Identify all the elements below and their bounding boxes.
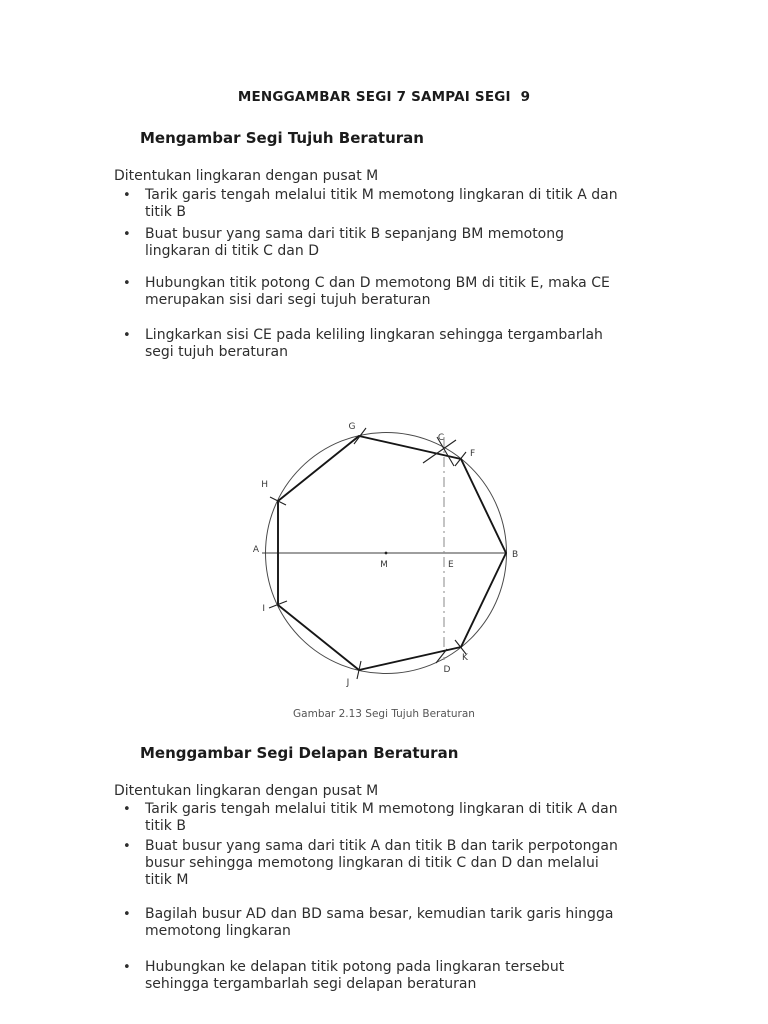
list-item (114, 226, 618, 260)
point-label-E: E (448, 560, 454, 570)
list-item (114, 906, 618, 940)
point-label-A: A (252, 545, 259, 555)
text-line: Buat busur yang sama dari titik B sepanjang BM memotong (145, 226, 565, 242)
list-item (114, 801, 618, 835)
bullet-marker: • (123, 839, 131, 854)
list-item (114, 838, 618, 889)
text-line: busur sehingga memotong lingkaran di titik C dan D dan melalui (145, 855, 599, 871)
bullet-marker: • (123, 227, 131, 242)
point-label-H: H (261, 480, 268, 490)
figure-caption: Gambar 2.13 Segi Tujuh Beraturan (293, 708, 475, 720)
octagon-intro: Ditentukan lingkaran dengan pusat M (114, 783, 379, 799)
text-line: segi tujuh beraturan (145, 344, 288, 360)
center-mark-M (385, 552, 388, 555)
list-item (114, 959, 618, 993)
text-line: Lingkarkan sisi CE pada keliling lingkaran sehingga tergambarlah (145, 327, 603, 343)
bullet-marker: • (123, 276, 131, 291)
text-line: Bagilah busur AD dan BD sama besar, kemudian tarik garis hingga (145, 906, 614, 922)
point-label-G: G (348, 422, 356, 432)
point-label-F: F (470, 449, 476, 459)
heading-segi-tujuh: Mengambar Segi Tujuh Beraturan (140, 129, 424, 147)
text-line: Hubungkan ke delapan titik potong pada lingkaran tersebut (145, 959, 565, 975)
text-line: titik M (145, 872, 189, 888)
heptagon-intro: Ditentukan lingkaran dengan pusat M (114, 168, 379, 184)
bullet-marker: • (123, 802, 131, 817)
point-label-D: D (443, 665, 451, 675)
list-item (114, 275, 618, 309)
bullet-marker: • (123, 907, 131, 922)
heading-segi-delapan: Menggambar Segi Delapan Beraturan (140, 744, 459, 762)
bullet-marker: • (123, 188, 131, 203)
text-line: merupakan sisi dari segi tujuh beraturan (145, 292, 431, 308)
bullet-marker: • (123, 960, 131, 975)
point-label-K: K (462, 653, 468, 663)
text-line: titik B (145, 204, 186, 220)
text-line: Hubungkan titik potong C dan D memotong BM di titik E, maka CE (145, 275, 610, 291)
text-line: Tarik garis tengah melalui titik M memotong lingkaran di titik A dan (145, 801, 618, 817)
list-item (114, 327, 618, 361)
bullet-marker: • (123, 328, 131, 343)
heptagon-construction-figure (225, 403, 545, 703)
point-label-J: J (346, 678, 350, 688)
text-line: Tarik garis tengah melalui titik M memotong lingkaran di titik A dan (145, 187, 618, 203)
text-line: titik B (145, 818, 186, 834)
text-line: sehingga tergambarlah segi delapan beraturan (145, 976, 477, 992)
text-line: memotong lingkaran (145, 923, 291, 939)
page-title: MENGGAMBAR SEGI 7 SAMPAI SEGI 9 (237, 89, 531, 105)
point-label-B: B (512, 550, 519, 560)
list-item (114, 187, 618, 221)
point-label-M: M (380, 560, 388, 570)
heptagon-bullet-list (114, 187, 618, 361)
point-label-C: C (437, 433, 445, 443)
point-label-I: I (262, 604, 265, 614)
octagon-bullet-list (114, 801, 618, 993)
text-line: Buat busur yang sama dari titik A dan titik B dan tarik perpotongan (145, 838, 618, 854)
text-line: lingkaran di titik C dan D (145, 243, 319, 259)
